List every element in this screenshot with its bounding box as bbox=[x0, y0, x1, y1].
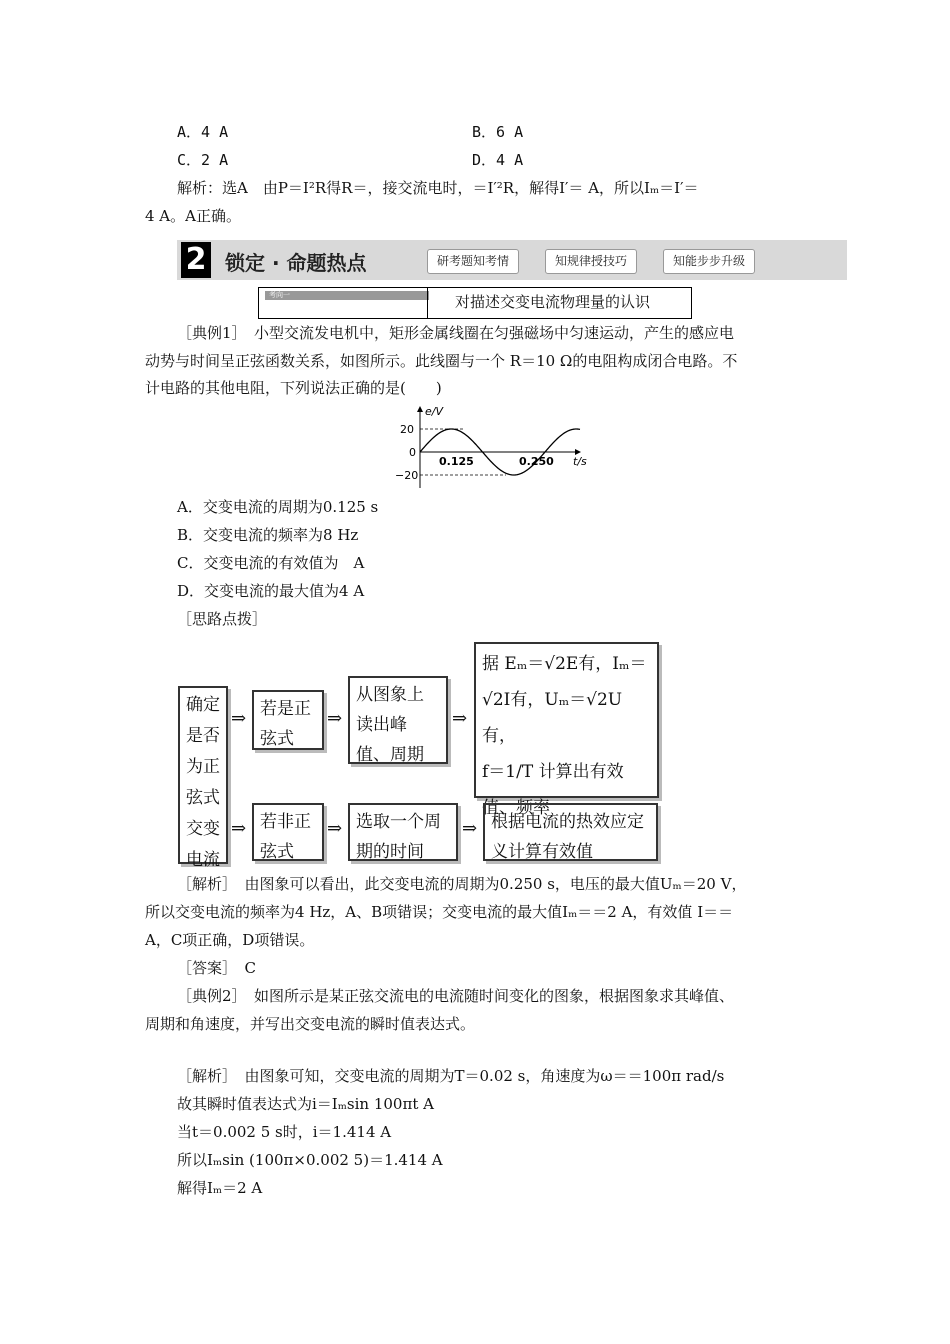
topic-title: 对描述交变电流物理量的认识 bbox=[455, 293, 651, 311]
formula-line: f＝1/T 计算出有效 bbox=[482, 762, 624, 782]
analysis-line: 解得Iₘ＝2 A bbox=[177, 1179, 263, 1197]
flow-lower-box-2: 选取一个周期的时间 bbox=[348, 803, 458, 861]
option-c: C．2 A bbox=[177, 151, 229, 169]
flow-lower-box-3: 根据电流的热效应定义计算有效值 bbox=[483, 803, 658, 861]
formula-line: √2I有，Uₘ＝√2U有， bbox=[482, 690, 623, 746]
flow-arrow: ⇒ bbox=[231, 818, 247, 839]
flow-arrow: ⇒ bbox=[231, 708, 247, 729]
analysis-line: 所以交变电流的频率为4 Hz，A、B项错误；交变电流的最大值Iₘ＝＝2 A，有效值 I＝＝ bbox=[145, 903, 734, 921]
y-tick-label: 20 bbox=[400, 423, 414, 436]
formula-line: 值、频率 bbox=[482, 798, 550, 818]
analysis-line: 当t＝0.002 5 s时，i＝1.414 A bbox=[177, 1123, 392, 1141]
example1-line: 计电路的其他电阻，下列说法正确的是( ) bbox=[145, 379, 442, 397]
option-d: D．交变电流的最大值为4 A bbox=[177, 582, 365, 600]
analysis-line: 4 A。A正确。 bbox=[145, 207, 241, 225]
sine-wave-chart bbox=[395, 403, 600, 493]
topic-box bbox=[258, 287, 692, 319]
topic-divider bbox=[427, 288, 428, 318]
flow-lower-box-1: 若非正弦式 bbox=[252, 803, 324, 861]
y-tick-label: −20 bbox=[395, 469, 419, 482]
option-b: B．交变电流的频率为8 Hz bbox=[177, 526, 359, 544]
x-axis-label: t/s bbox=[573, 455, 587, 468]
analysis-line: 解析：选A 由P＝I²R得R＝，接交流电时，＝I′²R，解得I′＝ A，所以Iₘ＝I′＝ bbox=[177, 179, 699, 197]
example2-line: 周期和角速度，并写出交变电流的瞬时值表达式。 bbox=[145, 1015, 476, 1033]
example1-line: 动势与时间呈正弦函数关系，如图所示。此线圈与一个 R＝10 Ω的电阻构成闭合电路。不 bbox=[145, 352, 738, 370]
flow-arrow: ⇒ bbox=[452, 708, 468, 729]
flow-arrow: ⇒ bbox=[327, 818, 343, 839]
analysis-line: 所以Iₘsin (100π×0.002 5)＝1.414 A bbox=[177, 1151, 443, 1169]
banner-tag: 研考题知考情 bbox=[427, 249, 519, 274]
y-axis-label: e/V bbox=[425, 405, 443, 418]
option-b: B．6 A bbox=[472, 123, 524, 141]
analysis-line: 故其瞬时值表达式为i＝Iₘsin 100πt A bbox=[177, 1095, 434, 1113]
flow-upper-box-2: 从图象上读出峰值、周期 bbox=[348, 676, 448, 764]
option-d: D．4 A bbox=[472, 151, 524, 169]
analysis-line: ［解析］ 由图象可知，交变电流的周期为T＝0.02 s，角速度为ω＝＝100π rad/s bbox=[177, 1067, 725, 1085]
flow-arrow: ⇒ bbox=[462, 818, 478, 839]
hint-label: ［思路点拨］ bbox=[177, 610, 268, 628]
y-axis-arrow bbox=[417, 406, 423, 412]
option-a: A．4 A bbox=[177, 123, 229, 141]
banner-tag: 知规律授技巧 bbox=[545, 249, 637, 274]
answer-line: ［答案］ C bbox=[177, 959, 256, 977]
x-tick-label: 0.250 bbox=[519, 455, 554, 468]
option-c: C．交变电流的有效值为 A bbox=[177, 554, 365, 572]
x-tick-label: 0.125 bbox=[439, 455, 474, 468]
section-banner bbox=[177, 240, 847, 280]
analysis-line: ［解析］ 由图象可以看出，此交变电流的周期为0.250 s，电压的最大值Uₘ＝20 V， bbox=[177, 875, 747, 893]
flow-start-box: 确定是否为正弦式交变电流 bbox=[178, 686, 228, 864]
example2-line: ［典例2］ 如图所示是某正弦交流电的电流随时间变化的图象，根据图象求其峰值、 bbox=[177, 987, 735, 1005]
banner-tag: 知能步步升级 bbox=[663, 249, 755, 274]
y-tick-label: 0 bbox=[409, 446, 416, 459]
section-title: 锁定 · 命题热点 bbox=[225, 251, 367, 275]
example1-line: ［典例1］ 小型交流发电机中，矩形金属线圈在匀强磁场中匀速运动，产生的感应电 bbox=[177, 324, 735, 342]
topic-label: 考向一 bbox=[265, 291, 429, 300]
analysis-line: A，C项正确，D项错误。 bbox=[145, 931, 315, 949]
section-number: 2 bbox=[181, 242, 211, 278]
flow-upper-box-1: 若是正弦式 bbox=[252, 690, 324, 750]
flow-arrow: ⇒ bbox=[327, 708, 343, 729]
flow-upper-box-3 bbox=[474, 642, 659, 818]
formula-line: 据 Eₘ＝√2E有，Iₘ＝ bbox=[482, 654, 647, 674]
option-a: A．交变电流的周期为0.125 s bbox=[177, 498, 379, 516]
